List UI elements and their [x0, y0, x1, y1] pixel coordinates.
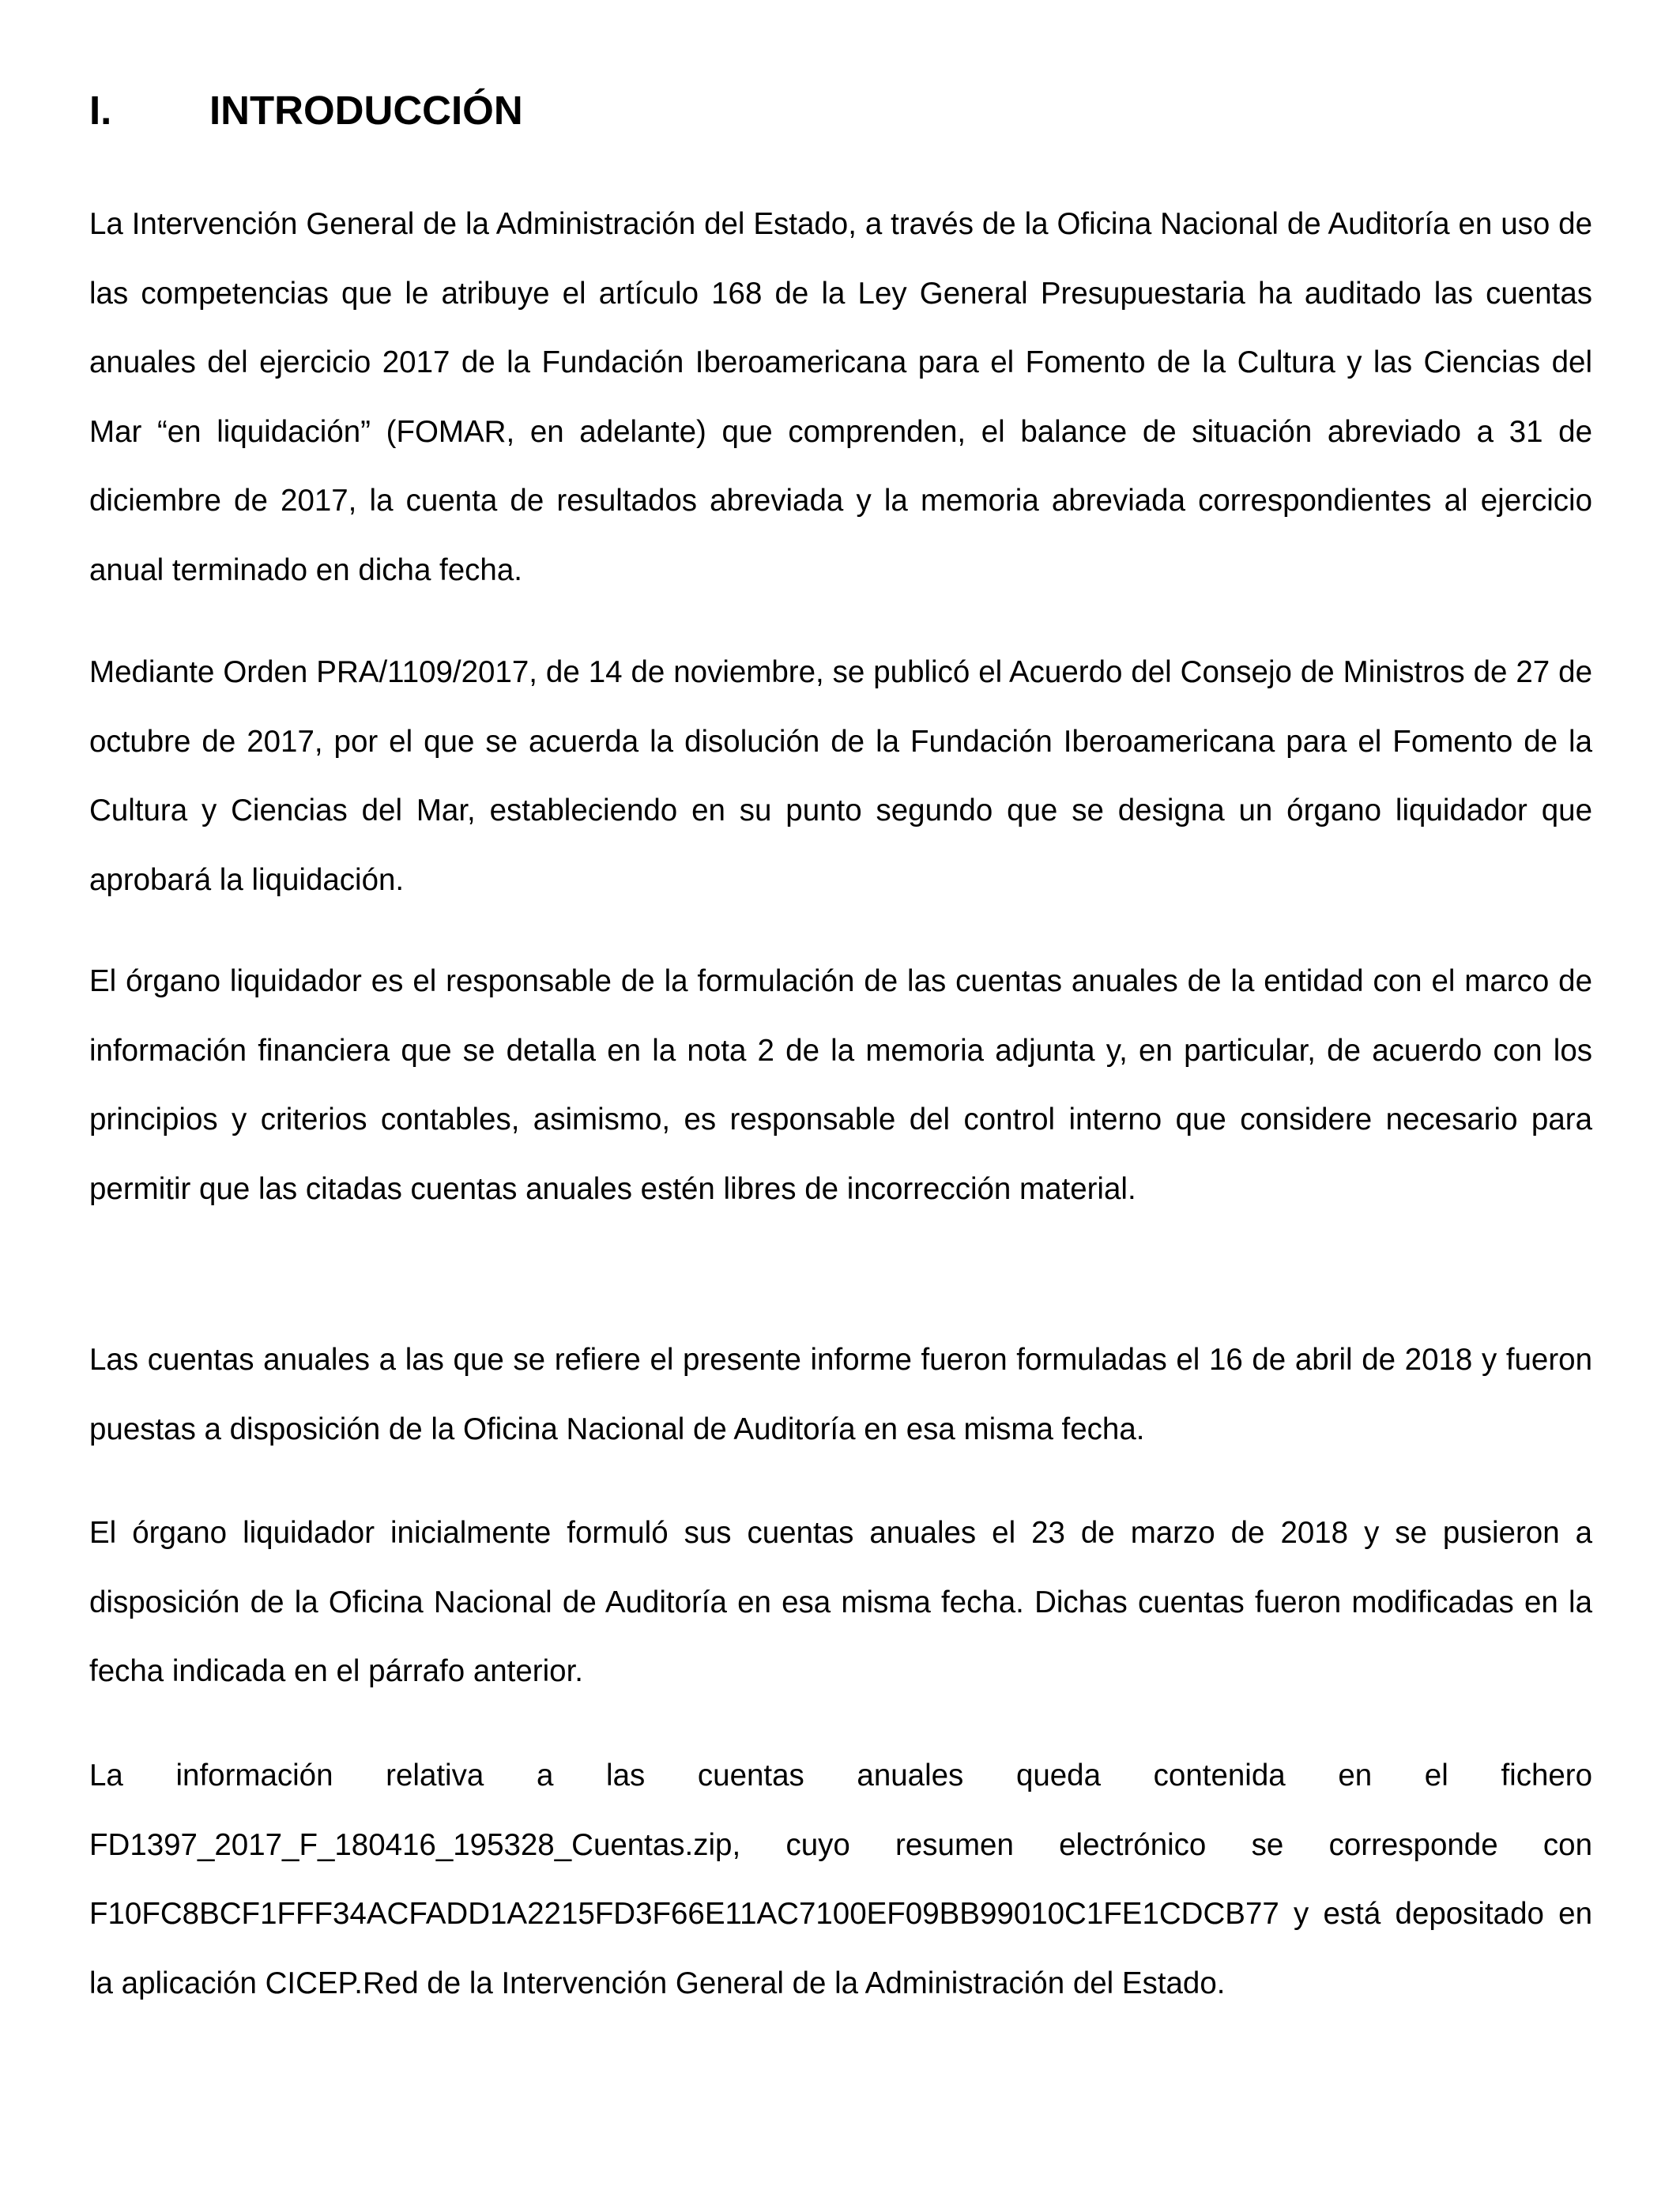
paragraph-liquidator-responsibility: El órgano liquidador es el responsable de la formulación de las cuentas anuales de la entidad con el marco de información financiera que se detalla en la nota 2 de la memoria adjunta y, en particular, de acuerdo con los principios y criterios contables, asimismo, es responsable del control interno que considere necesario para permitir que las citadas cuentas anuales estén libres de incorrección material. — [89, 964, 1592, 1206]
paragraph-file-information: La información relativa a las cuentas anuales queda contenida en el fichero FD1397_2017_F_180416_195328_Cuentas.zip, cuyo resumen electrónico se corresponde con F10FC8BCF1FFF34ACFADD1A2215FD3F66E11AC7100EF09BB99010C1FE1CDCB77 y está depositado en la aplicación CICEP.Red de la Intervención General de la Administración del Estado. — [89, 1759, 1592, 2000]
section-heading — [89, 81, 523, 141]
paragraph-audit-scope: La Intervención General de la Administración del Estado, a través de la Oficina Nacional de Auditoría en uso de las competencias que le atribuye el artículo 168 de la Ley General Presupuestaria ha auditado las cuentas anuales del ejercicio 2017 de la Fundación Iberoamericana para el Fomento de la Cultura y las Ciencias del Mar “en liquidación” (FOMAR, en adelante) que comprenden, el balance de situación abreviado a 31 de diciembre de 2017, la cuenta de resultados abreviada y la memoria abreviada correspondientes al ejercicio anual terminado en dicha fecha. — [89, 207, 1592, 587]
paragraph-dissolution-order: Mediante Orden PRA/1109/2017, de 14 de noviembre, se publicó el Acuerdo del Consejo de Ministros de 27 de octubre de 2017, por el que se acuerda la disolución de la Fundación Iberoamericana para el Fomento de la Cultura y Ciencias del Mar, estableciendo en su punto segundo que se designa un órgano liquidador que aprobará la liquidación. — [89, 655, 1592, 897]
paragraph-formulation-date: Las cuentas anuales a las que se refiere el presente informe fueron formuladas el 16 de abril de 2018 y fueron puestas a disposición de la Oficina Nacional de Auditoría en esa misma fecha. — [89, 1343, 1592, 1446]
section-title: INTRODUCCIÓN — [209, 88, 523, 133]
paragraph-initial-formulation: El órgano liquidador inicialmente formuló sus cuentas anuales el 23 de marzo de 2018 y se pusieron a disposición de la Oficina Nacional de Auditoría en esa misma fecha. Dichas cuentas fueron modificadas en la fecha indicada en el párrafo anterior. — [89, 1516, 1592, 1688]
section-number: I. — [89, 88, 112, 133]
